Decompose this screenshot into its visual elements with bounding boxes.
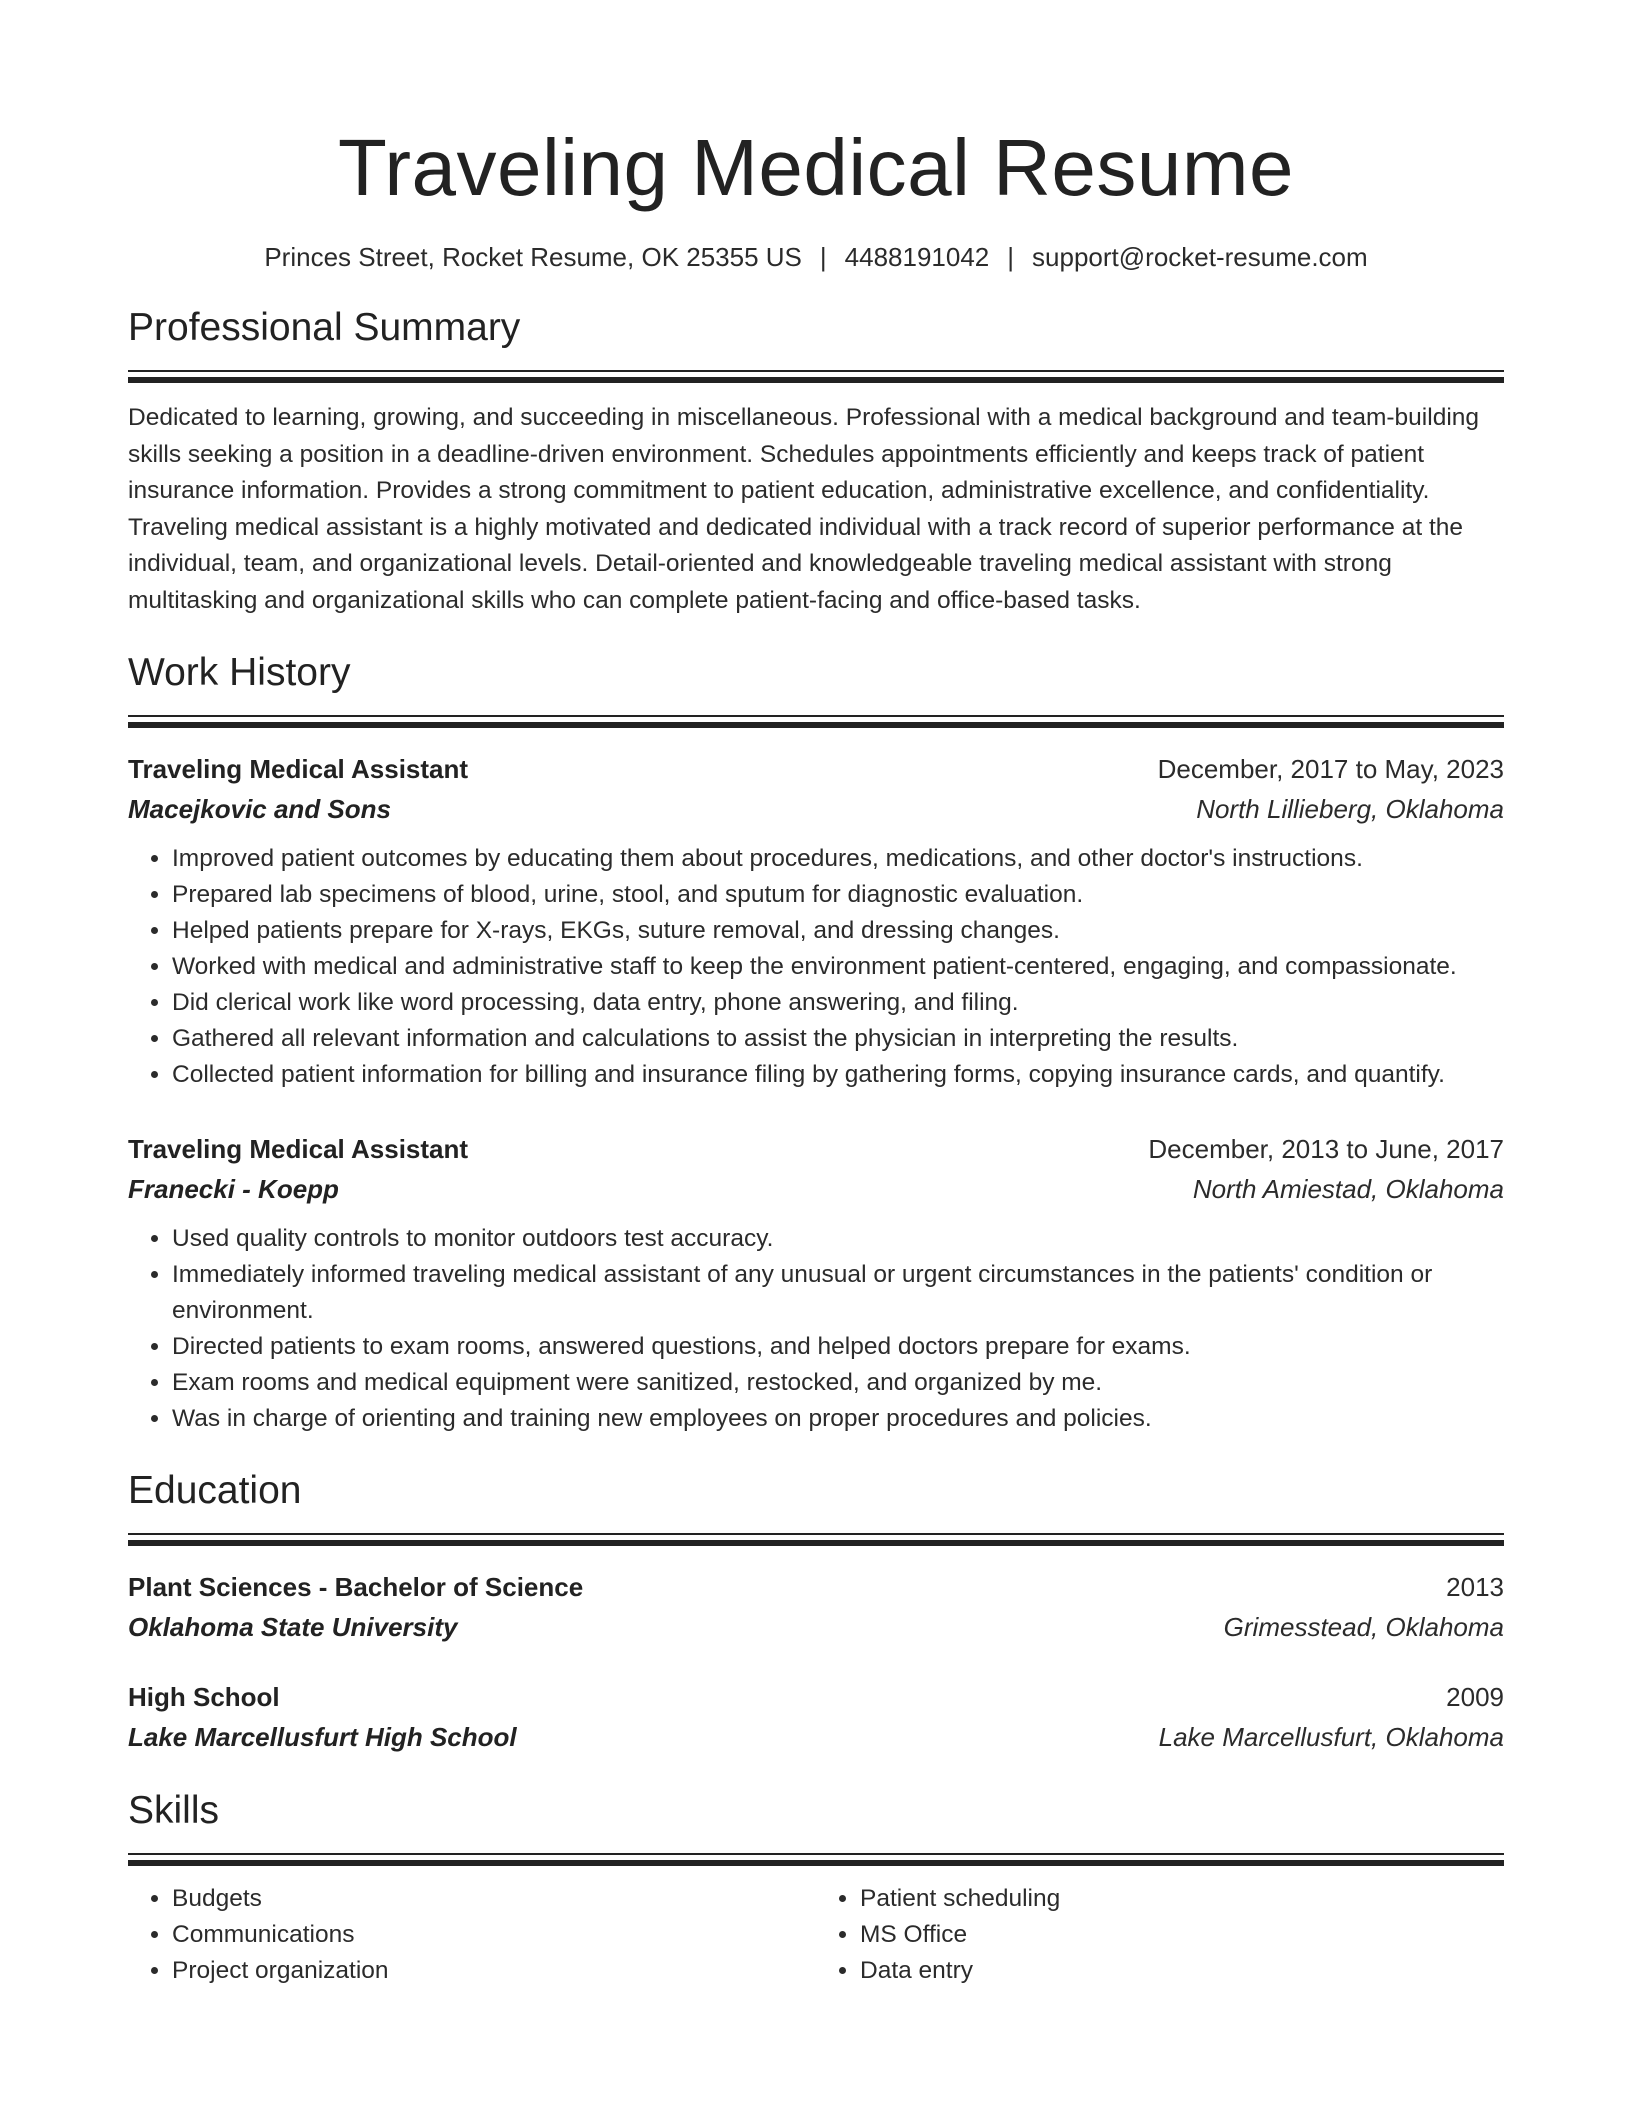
school-location: Grimesstead, Oklahoma <box>1223 1612 1504 1642</box>
skills-columns <box>128 1881 1504 1989</box>
list-item: • Collected patient information for billing and insurance filing by gathering forms, copying insurance cards, and quantify. <box>172 1057 1504 1093</box>
list-item: • Was in charge of orienting and training new employees on proper procedures and policies. <box>172 1401 1504 1437</box>
work-history-heading: Work History <box>128 651 351 694</box>
skill-item: • Project organization <box>172 1953 816 1989</box>
list-item: • Worked with medical and administrative staff to keep the environment patient-centered, engaging, and compassionate. <box>172 949 1504 985</box>
job-location: North Lillieberg, Oklahoma <box>1196 794 1504 824</box>
skill-item: • Budgets <box>172 1881 816 1917</box>
contact-email: support@rocket-resume.com <box>1032 242 1368 272</box>
summary-section <box>128 304 1504 619</box>
skills-heading: Skills <box>128 1789 220 1832</box>
job-duties-list <box>128 1221 1504 1437</box>
summary-heading: Professional Summary <box>128 306 521 349</box>
education-heading: Education <box>128 1469 302 1512</box>
list-item: • Improved patient outcomes by educating them about procedures, medications, and other doctor's instructions. <box>172 841 1504 877</box>
list-item: • Did clerical work like word processing, data entry, phone answering, and filing. <box>172 985 1504 1021</box>
section-divider <box>128 370 1504 384</box>
graduation-year: 2009 <box>1446 1682 1504 1712</box>
degree-title: Plant Sciences - Bachelor of Science <box>128 1572 584 1602</box>
job-entry <box>128 1129 1504 1437</box>
contact-phone: 4488191042 <box>844 242 990 272</box>
job-dates: December, 2017 to May, 2023 <box>1157 754 1504 784</box>
skills-list-left <box>128 1881 816 1989</box>
skill-item: • Communications <box>172 1917 816 1953</box>
list-item: • Exam rooms and medical equipment were sanitized, restocked, and organized by me. <box>172 1365 1504 1401</box>
job-company: Franecki - Koepp <box>128 1174 339 1204</box>
contact-separator: | <box>819 242 827 272</box>
school-name: Lake Marcellusfurt High School <box>128 1722 517 1752</box>
section-divider <box>128 1853 1504 1867</box>
resume-title: Traveling Medical Resume <box>337 123 1295 212</box>
work-history-section <box>128 649 1504 1437</box>
contact-line <box>128 240 1504 274</box>
contact-separator: | <box>1007 242 1015 272</box>
school-name: Oklahoma State University <box>128 1612 458 1642</box>
job-title: Traveling Medical Assistant <box>128 754 469 784</box>
education-section <box>128 1467 1504 1757</box>
skill-item: • Patient scheduling <box>860 1881 1504 1917</box>
job-dates: December, 2013 to June, 2017 <box>1148 1134 1504 1164</box>
section-divider <box>128 1533 1504 1547</box>
list-item: • Prepared lab specimens of blood, urine, stool, and sputum for diagnostic evaluation. <box>172 877 1504 913</box>
list-item: • Helped patients prepare for X-rays, EKGs, suture removal, and dressing changes. <box>172 913 1504 949</box>
contact-address: Princes Street, Rocket Resume, OK 25355 US <box>264 242 802 272</box>
skill-item: • MS Office <box>860 1917 1504 1953</box>
summary-text: Dedicated to learning, growing, and succeeding in miscellaneous. Professional with a medical background and team-building skills seeking a position in a deadline-driven environment. Schedules appointments efficiently and keeps track of patient insurance information. Provides a strong commitment to patient education, administrative excellence, and confidentiality. Traveling medical assistant is a highly motivated and dedicated individual with a track record of superior performance at the individual, team, and organizational levels. Detail-oriented and knowledgeable traveling medical assistant with strong multitasking and organizational skills who can complete patient-facing and office-based tasks. <box>128 404 1480 614</box>
list-item: • Directed patients to exam rooms, answered questions, and helped doctors prepare for exams. <box>172 1329 1504 1365</box>
skill-item: • Data entry <box>860 1953 1504 1989</box>
list-item: • Gathered all relevant information and calculations to assist the physician in interpreting the results. <box>172 1021 1504 1057</box>
education-entry <box>128 1567 1504 1647</box>
job-title: Traveling Medical Assistant <box>128 1134 469 1164</box>
job-company: Macejkovic and Sons <box>128 794 391 824</box>
job-duties-list <box>128 841 1504 1093</box>
job-location: North Amiestad, Oklahoma <box>1192 1174 1504 1204</box>
degree-title: High School <box>128 1682 280 1712</box>
skills-section <box>128 1787 1504 1989</box>
education-entry <box>128 1677 1504 1757</box>
list-item: • Immediately informed traveling medical assistant of any unusual or urgent circumstances in the patients' condition or environment. <box>172 1257 1504 1329</box>
graduation-year: 2013 <box>1446 1572 1504 1602</box>
section-divider <box>128 715 1504 729</box>
list-item: • Used quality controls to monitor outdoors test accuracy. <box>172 1221 1504 1257</box>
job-entry <box>128 749 1504 1093</box>
school-location: Lake Marcellusfurt, Oklahoma <box>1158 1722 1504 1752</box>
skills-list-right <box>816 1881 1504 1989</box>
